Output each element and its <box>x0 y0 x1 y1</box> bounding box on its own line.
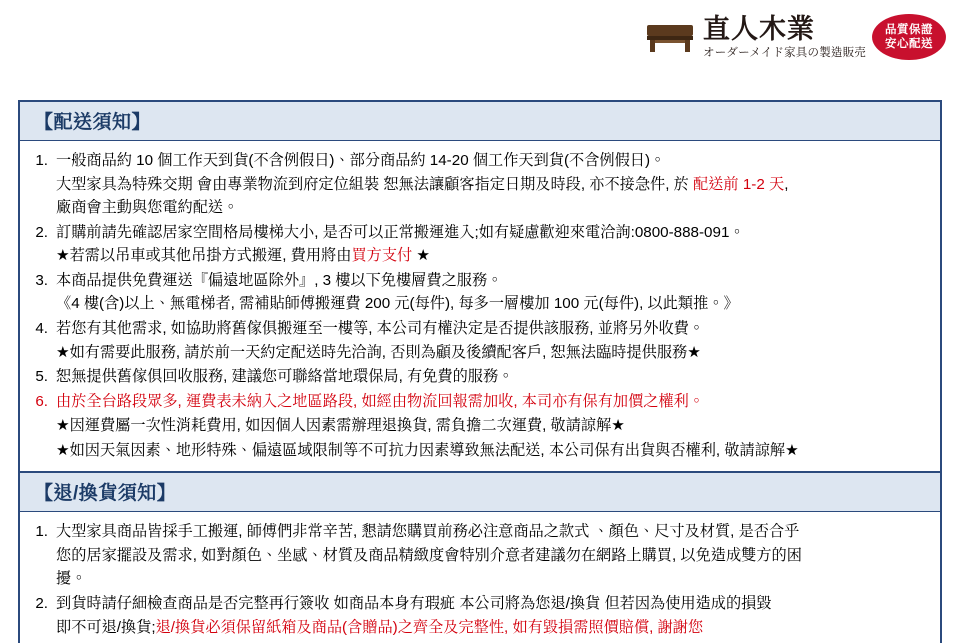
plain-text: ★ <box>412 247 431 265</box>
footnote-body <box>56 414 930 438</box>
logo-main-text: 直人木業 <box>703 13 815 44</box>
text-line <box>56 341 930 365</box>
highlight-text: 由於全台路段眾多, 運費表未納入之地區路段, 如經由物流回報需加收, 本司亦有保有加價之權利。 <box>56 392 705 410</box>
highlight-text: 買方支付 <box>351 247 413 265</box>
text-line <box>56 365 930 389</box>
list-item-number: 1. <box>35 152 48 169</box>
list-item <box>28 390 930 414</box>
text-line <box>56 317 930 341</box>
notice-list <box>20 141 940 471</box>
plain-text: ★因運費屬一次性消耗費用, 如因個人因素需辦理退換貨, 需負擔二次運費, 敬請諒解★ <box>56 417 625 435</box>
list-item-number: 6. <box>35 392 48 410</box>
plain-text: 一般商品約 10 個工作天到貨(不含例假日)、部分商品約 14-20 個工作天到貨(不含例假日)。 <box>56 152 666 169</box>
text-line <box>56 292 930 316</box>
plain-text: 大型家具商品皆採手工搬運, 師傅們非常辛苦, 懇請您購買前務必注意商品之款式 、顏色、尺寸及材質, 是否合乎 <box>56 523 800 541</box>
list-item-body <box>56 390 930 414</box>
list-item-number: 4. <box>35 319 48 337</box>
text-line <box>56 221 930 245</box>
list-item-number: 1. <box>35 523 48 541</box>
badge-line-2: 安心配送 <box>884 38 934 50</box>
plain-text: 訂購前請先確認居家空間格局樓梯大小, 是否可以正常搬運進入;如有疑慮歡迎來電洽詢:0800-888-091。 <box>56 223 745 241</box>
badge-line-1: 品質保證 <box>884 23 934 36</box>
text-line <box>56 520 930 544</box>
plain-text: 您的居家擺設及需求, 如對顏色、坐感、材質及商品精緻度會特別介意者建議勿在網路上購買, 以免造成雙方的困 <box>56 546 802 564</box>
text-line <box>56 567 930 591</box>
footnote <box>28 414 930 438</box>
text-line <box>56 592 930 616</box>
text-line <box>56 390 930 414</box>
plain-text: 本商品提供免費運送『偏遠地區除外』, 3 樓以下免樓層費之服務。 <box>56 271 503 289</box>
text-line <box>56 196 930 220</box>
footnote-body <box>56 439 930 463</box>
list-item-body <box>56 317 930 364</box>
brand-header <box>645 14 942 60</box>
list-item-body <box>56 149 930 220</box>
section-title: 【退/換貨須知】 <box>20 471 940 512</box>
list-item <box>28 269 930 316</box>
highlight-text: 退/換貨必須保留紙箱及商品(含贈品)之齊全及完整性, 如有毀損需照價賠償, 謝謝您 <box>155 618 704 636</box>
list-item-body <box>56 221 930 268</box>
list-item-number: 2. <box>35 223 48 241</box>
logo-block <box>645 15 866 59</box>
text-line <box>56 544 930 568</box>
logo-text <box>703 15 866 59</box>
list-item <box>28 149 930 220</box>
list-item-body <box>56 520 930 591</box>
notice-list <box>20 512 940 643</box>
plain-text: 若您有其他需求, 如協助將舊傢俱搬運至一樓等, 本公司有權決定是否提供該服務, 並將另外收費。 <box>56 319 705 337</box>
plain-text: 《4 樓(含)以上、無電梯者, 需補貼師傅搬運費 200 元(每件), 每多一層樓加 100 元(每件), 以此類推。》 <box>56 295 739 313</box>
text-line <box>56 149 930 173</box>
text-line <box>56 244 930 268</box>
list-item <box>28 221 930 268</box>
text-line <box>56 173 930 197</box>
list-item <box>28 365 930 389</box>
list-item-number: 5. <box>35 368 48 386</box>
list-item-body <box>56 269 930 316</box>
footnote <box>28 439 930 463</box>
list-item-body <box>56 592 930 639</box>
list-item-number: 2. <box>35 595 48 612</box>
list-item-body <box>56 365 930 389</box>
list-item <box>28 317 930 364</box>
plain-text: ★如有需要此服務, 請於前一天約定配送時先洽詢, 否則為顧及後續配客戶, 恕無法臨時提供服務★ <box>56 343 701 361</box>
section-title: 【配送須知】 <box>20 102 940 141</box>
plain-text: 到貨時請仔細檢查商品是否完整再行簽收 如商品本身有瑕疵 本公司將為您退/換貨 但若因為使用造成的損毀 <box>56 595 772 612</box>
sections-root <box>20 102 940 643</box>
list-item <box>28 520 930 591</box>
list-item-number: 3. <box>35 271 48 289</box>
plain-text: 廠商會主動與您電約配送。 <box>56 199 239 217</box>
text-line <box>56 439 930 463</box>
plain-text: 擾。 <box>56 570 87 588</box>
quality-badge <box>872 14 946 60</box>
plain-text: ★若需以吊車或其他吊掛方式搬運, 費用將由 <box>56 247 352 265</box>
plain-text: , <box>784 175 789 193</box>
wood-furniture-logo-icon <box>645 17 695 57</box>
list-item <box>28 592 930 639</box>
plain-text: 大型家具為特殊交期 會由專業物流到府定位組裝 恕無法讓顧客指定日期及時段, 亦不接急件, 於 <box>56 175 694 193</box>
text-line <box>56 269 930 293</box>
notice-box <box>18 100 942 643</box>
text-line <box>56 616 930 640</box>
plain-text: 恕無提供舊傢俱回收服務, 建議您可聯絡當地環保局, 有免費的服務。 <box>56 368 514 386</box>
logo-sub-text: オーダーメイド家具の製造販売 <box>703 46 866 59</box>
text-line <box>56 414 930 438</box>
plain-text: 即不可退/換貨; <box>56 618 156 636</box>
highlight-text: 配送前 1-2 天 <box>693 175 785 193</box>
plain-text: ★如因天氣因素、地形特殊、偏遠區域限制等不可抗力因素導致無法配送, 本公司保有出貨與否權利, 敬請諒解★ <box>56 441 799 459</box>
